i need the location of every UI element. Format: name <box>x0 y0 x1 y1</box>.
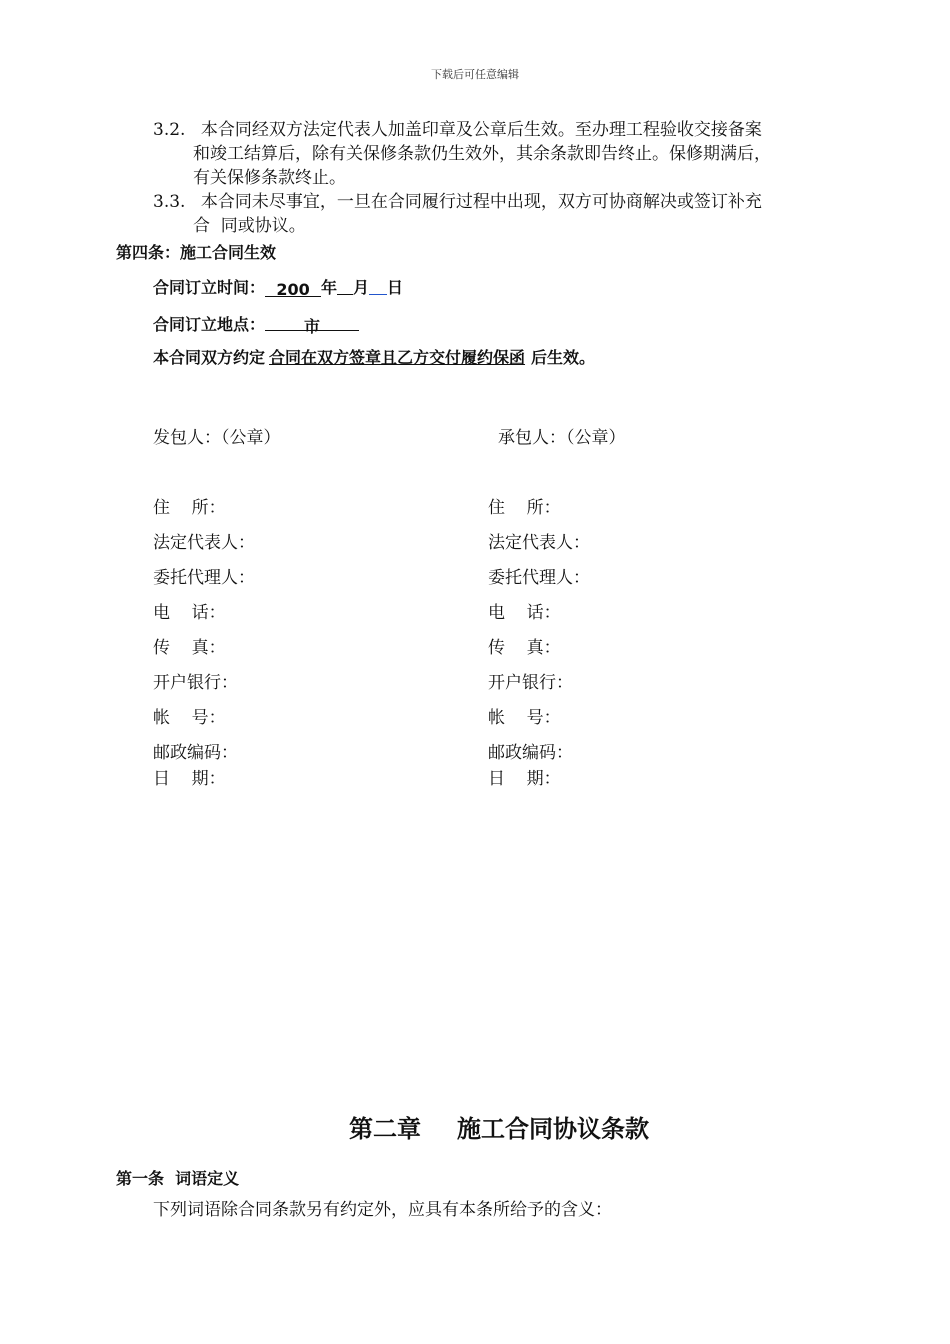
month-unit: 月 <box>353 278 370 297</box>
clause-text-line: 本合同未尽事宜，一旦在合同履行过程中出现，双方可协商解决或签订补充 <box>200 192 762 212</box>
clause-text-line: 本合同经双方法定代表人加盖印章及公章后生效。至办理工程验收交接备案 <box>200 120 762 140</box>
year-field: 200 <box>265 280 321 297</box>
article-1-title: 第一条 词语定义 <box>116 1169 240 1188</box>
chapter-number: 第二章 <box>349 1115 421 1143</box>
contractor-bank-label: 开户银行： <box>488 673 573 693</box>
employer-legal-rep-label: 法定代表人： <box>153 533 255 553</box>
employer-date-label: 日 期： <box>153 769 226 789</box>
chapter-2-title <box>349 1109 649 1144</box>
employer-postcode-label: 邮政编码： <box>153 743 238 763</box>
effect-statement <box>153 345 595 368</box>
employer-account-label: 帐 号： <box>153 708 226 728</box>
contractor-account-label: 帐 号： <box>488 708 561 728</box>
employer-phone-label: 电 话： <box>153 603 226 623</box>
effect-prefix: 本合同双方约定 <box>153 348 266 367</box>
year-unit: 年 <box>321 278 338 297</box>
contractor-agent-label: 委托代理人： <box>488 568 590 588</box>
contractor-phone-label: 电 话： <box>488 603 561 623</box>
contract-place-line <box>153 312 359 335</box>
article-4-title: 第四条：施工合同生效 <box>116 243 277 262</box>
month-field <box>337 278 353 295</box>
clause-text-line: 和竣工结算后，除有关保修条款仍生效外，其余条款即告终止。保修期满后， <box>193 144 771 164</box>
employer-address-label: 住 所： <box>153 498 226 518</box>
effect-suffix: 后生效。 <box>531 348 596 367</box>
article-1-text: 下列词语除合同条款另有约定外，应具有本条所给予的含义： <box>153 1200 612 1220</box>
clause-number: 3.2. <box>153 120 186 140</box>
contractor-title: 承包人：（公章） <box>498 428 626 448</box>
employer-title: 发包人：（公章） <box>153 428 281 448</box>
clause-3-2 <box>153 118 762 142</box>
contractor-date-label: 日 期： <box>488 769 561 789</box>
contractor-fax-label: 传 真： <box>488 638 561 658</box>
contract-date-line <box>153 275 403 298</box>
effect-underlined: 合同在双方签章且乙方交付履约保函 <box>269 348 526 367</box>
day-unit: 日 <box>387 278 404 297</box>
employer-bank-label: 开户银行： <box>153 673 238 693</box>
clause-3-3 <box>153 190 762 214</box>
employer-agent-label: 委托代理人： <box>153 568 255 588</box>
clause-number: 3.3. <box>153 192 186 212</box>
page-header: 下载后可任意编辑 <box>431 68 519 81</box>
contract-place-label: 合同订立地点： <box>153 315 266 334</box>
chapter-name: 施工合同协议条款 <box>457 1115 649 1143</box>
clause-text-line: 合 同或协议。 <box>193 216 306 236</box>
contractor-legal-rep-label: 法定代表人： <box>488 533 590 553</box>
contractor-postcode-label: 邮政编码： <box>488 743 573 763</box>
clause-text-line: 有关保修条款终止。 <box>193 168 346 188</box>
employer-fax-label: 传 真： <box>153 638 226 658</box>
day-field <box>369 278 387 295</box>
contractor-address-label: 住 所： <box>488 498 561 518</box>
place-field: 市 <box>265 314 359 331</box>
contract-date-label: 合同订立时间： <box>153 278 266 297</box>
